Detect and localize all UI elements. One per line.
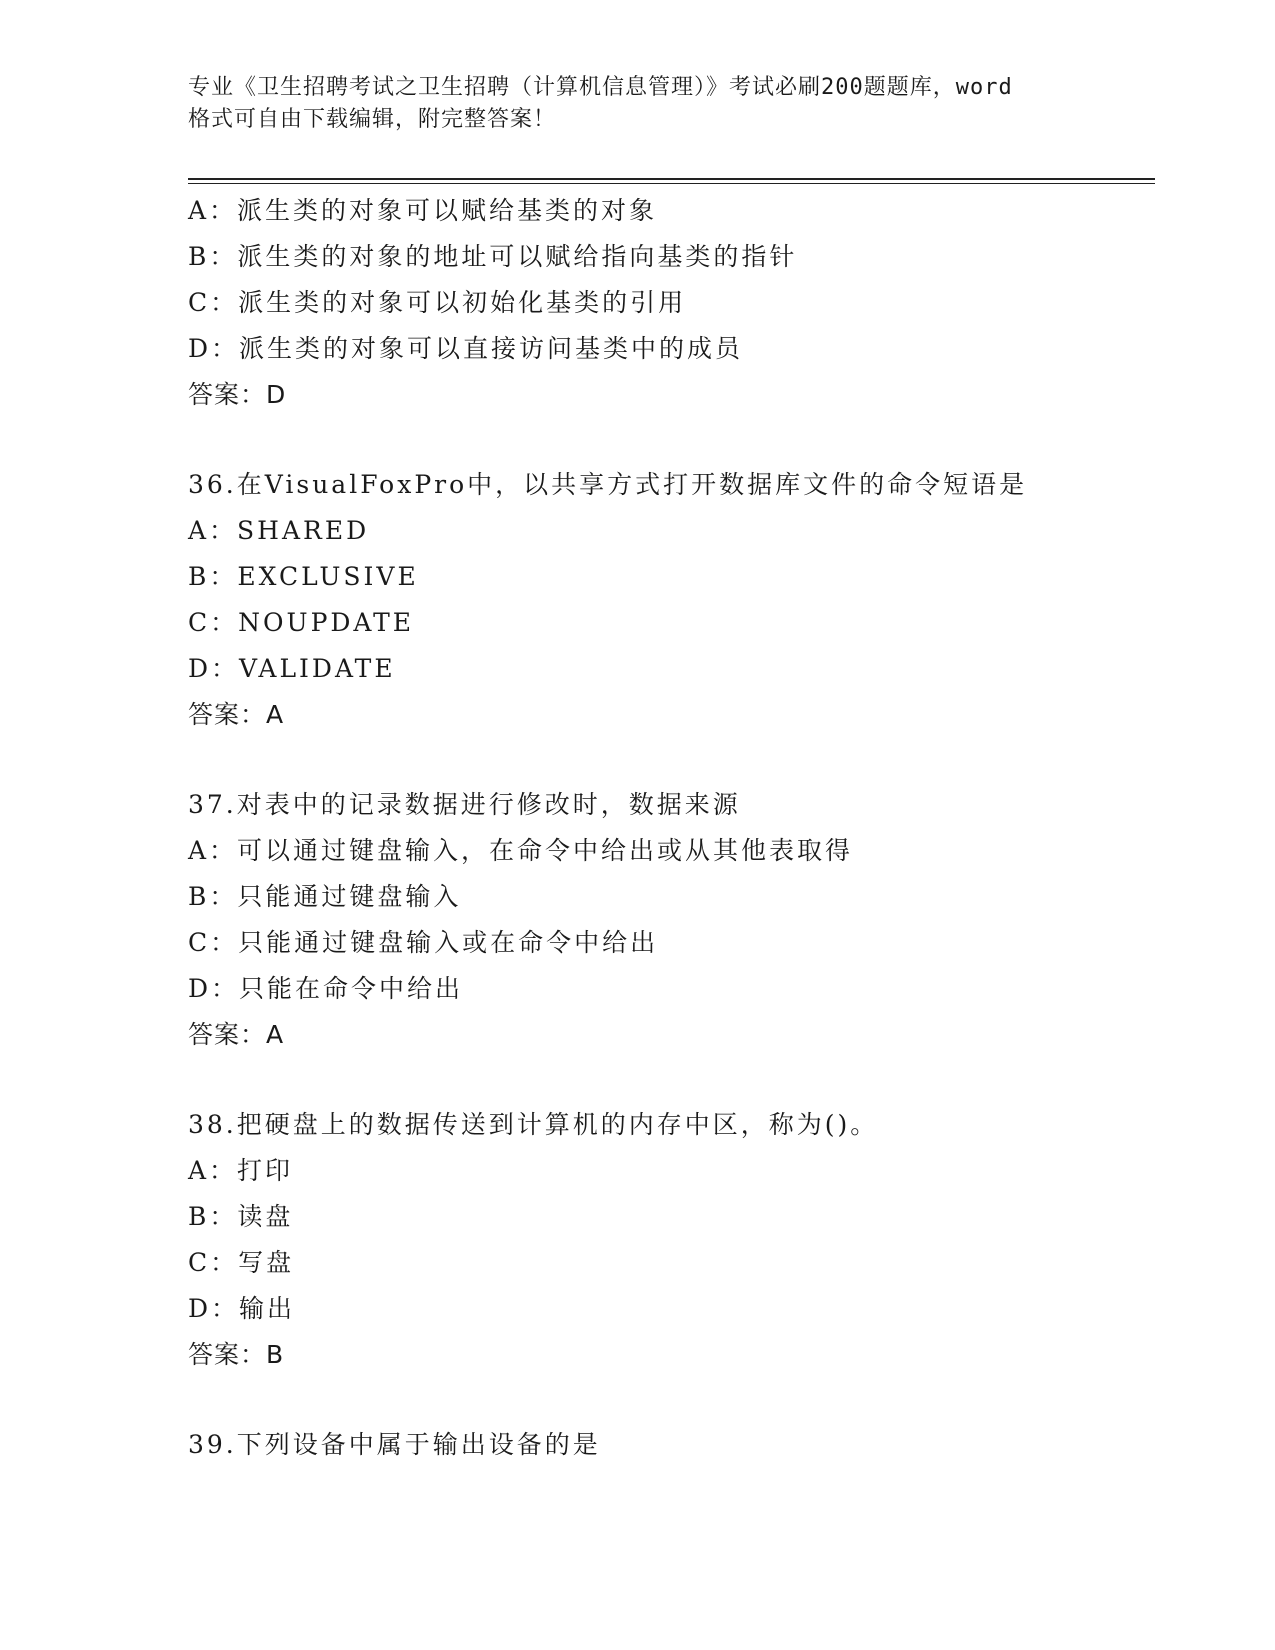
option-c: C：只能通过键盘输入或在命令中给出	[188, 928, 659, 957]
spacer	[188, 1378, 1148, 1422]
question-block-35	[188, 188, 1148, 418]
header-title-line-1: 专业《卫生招聘考试之卫生招聘（计算机信息管理）》考试必刷200题题库，word	[188, 75, 1013, 100]
header-divider	[188, 178, 1155, 184]
option-d: D：派生类的对象可以直接访问基类中的成员	[188, 334, 744, 363]
question-text: 37.对表中的记录数据进行修改时，数据来源	[188, 790, 741, 819]
option-d: D：只能在命令中给出	[188, 974, 464, 1003]
option-a: A：可以通过键盘输入，在命令中给出或从其他表取得	[188, 836, 854, 865]
answer-line: 答案：D	[188, 380, 287, 409]
question-block-37	[188, 782, 1148, 1058]
question-block-38	[188, 1102, 1148, 1378]
question-list	[188, 188, 1148, 1468]
answer-line: 答案：A	[188, 700, 285, 729]
option-b: B：派生类的对象的地址可以赋给指向基类的指针	[188, 242, 798, 271]
header-title-line-2: 格式可自由下载编辑，附完整答案！	[188, 107, 557, 132]
option-c: C：写盘	[188, 1248, 295, 1277]
question-text: 39.下列设备中属于输出设备的是	[188, 1430, 601, 1459]
option-b: B：读盘	[188, 1202, 294, 1231]
spacer	[188, 738, 1148, 782]
answer-line: 答案：B	[188, 1340, 285, 1369]
answer-line: 答案：A	[188, 1020, 285, 1049]
question-block-36	[188, 462, 1148, 738]
option-d: D：输出	[188, 1294, 296, 1323]
option-b: B：只能通过键盘输入	[188, 882, 462, 911]
question-text: 38.把硬盘上的数据传送到计算机的内存中区，称为()。	[188, 1110, 879, 1139]
option-a: A：派生类的对象可以赋给基类的对象	[188, 196, 658, 225]
option-a: A：SHARED	[188, 516, 370, 545]
question-block-39	[188, 1422, 1148, 1468]
spacer	[188, 1058, 1148, 1102]
option-b: B：EXCLUSIVE	[188, 562, 419, 591]
option-d: D：VALIDATE	[188, 654, 396, 683]
option-a: A：打印	[188, 1156, 294, 1185]
option-c: C：NOUPDATE	[188, 608, 415, 637]
spacer	[188, 418, 1148, 462]
page-header	[188, 72, 1088, 136]
option-c: C：派生类的对象可以初始化基类的引用	[188, 288, 687, 317]
question-text: 36.在VisualFoxPro中，以共享方式打开数据库文件的命令短语是	[188, 470, 1028, 499]
